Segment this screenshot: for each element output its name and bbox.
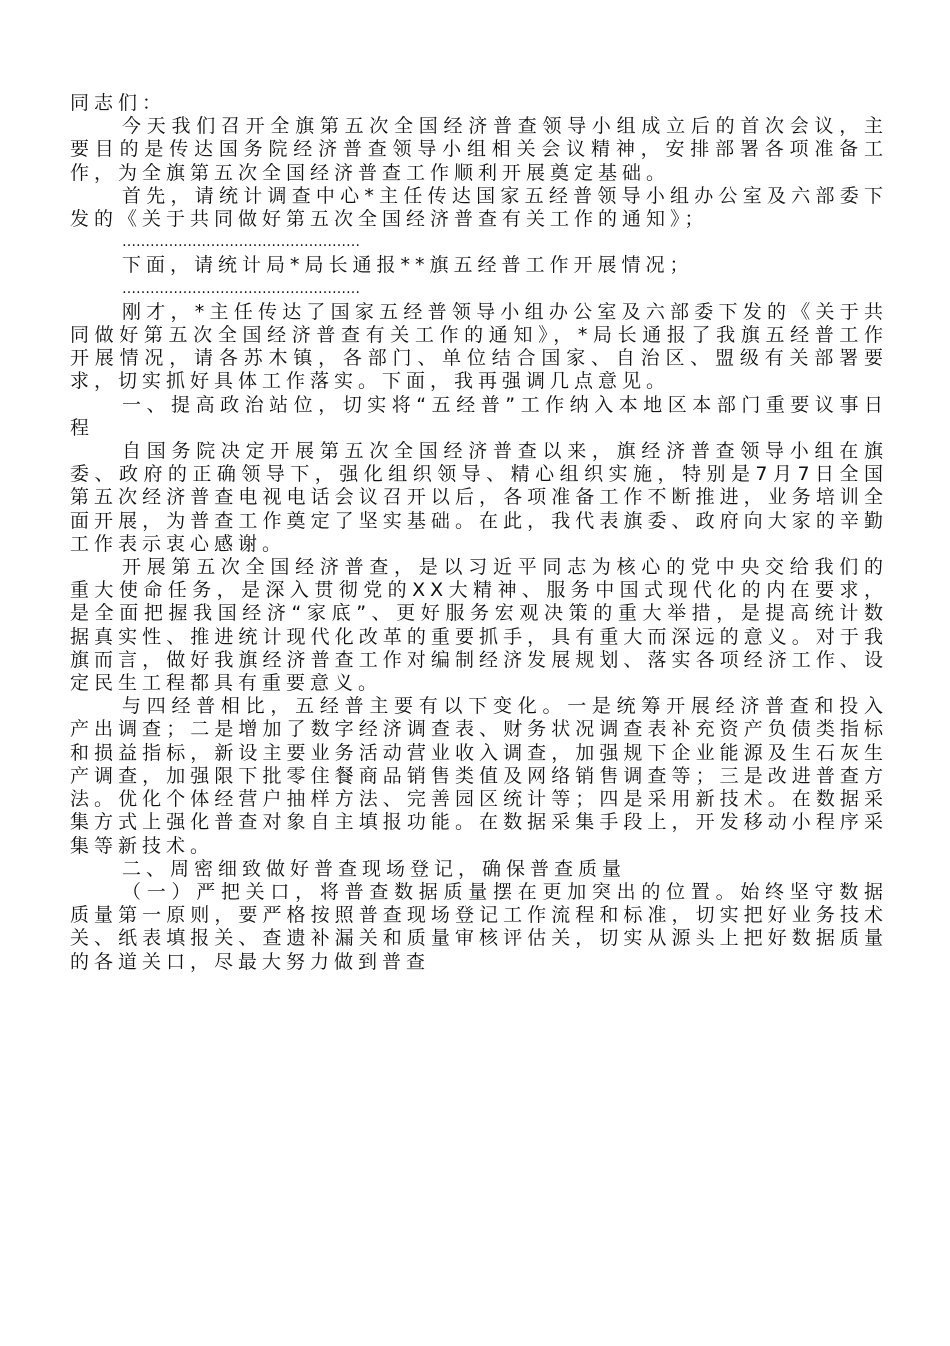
ellipsis-line: ……………………………………………: [122, 280, 360, 297]
ellipsis-line: ……………………………………………: [122, 234, 360, 251]
paragraph-quality: （一）严把关口，将普查数据质量摆在更加突出的位置。始终坚守数据质量第一原则，要严格按照普查现场登记工作流程和标准，切实把好业务技术关、纸表填报关、查遗补漏关和质量审核评估关，切实从源头上把好数据质量的各道关口，尽最大努力做到普查: [70, 880, 888, 973]
paragraph-progress: 自国务院决定开展第五次全国经济普查以来，旗经济普查领导小组在旗委、政府的正确领导下，强化组织领导、精心组织实施，特别是7月7日全国第五次经济普查电视电话会议召开以后，各项准备工作不断推进，业务培训全面开展，为普查工作奠定了坚实基础。在此，我代表旗委、政府向大家的辛勤工作表示衷心感谢。: [70, 440, 888, 555]
paragraph-opening: 今天我们召开全旗第五次全国经济普查领导小组成立后的首次会议，主要目的是传达国务院经济普查领导小组相关会议精神，安排部署各项准备工作，为全旗第五次全国经济普查工作顺利开展奠定基础。: [70, 115, 888, 184]
paragraph-summary: 刚才，*主任传达了国家五经普领导小组办公室及六部委下发的《关于共同做好第五次全国经济普查有关工作的通知》，*局长通报了我旗五经普工作开展情况，请各苏木镇，各部门、单位结合国家、自治区、盟级有关部署要求，切实抓好具体工作落实。下面，我再强调几点意见。: [70, 300, 888, 393]
paragraph-agenda-1: 首先，请统计调查中心*主任传达国家五经普领导小组办公室及六部委下发的《关于共同做好第五次全国经济普查有关工作的通知》；: [70, 184, 888, 231]
paragraph-agenda-2: 下面，请统计局*局长通报**旗五经普工作开展情况；: [122, 254, 694, 277]
paragraph-changes: 与四经普相比，五经普主要有以下变化。一是统筹开展经济普查和投入产出调查；二是增加了数字经济调查表、财务状况调查表补充资产负债类指标和损益指标，新设主要业务活动营业收入调查，加强规下企业能源及生石灰生产调查，加强限下批零住餐商品销售类值及网络销售调查等；三是改进普查方法。优化个体经营户抽样方法、完善园区统计等；四是采用新技术。在数据采集方式上强化普查对象自主填报功能。在数据采集手段上，开发移动小程序采集等新技术。: [70, 695, 888, 857]
paragraph-significance: 开展第五次全国经济普查，是以习近平同志为核心的党中央交给我们的重大使命任务，是深入贯彻党的XX大精神、服务中国式现代化的内在要求，是全面把握我国经济“家底”、更好服务宏观决策的重大举措，是提高统计数据真实性、推进统计现代化改革的重要抓手，具有重大而深远的意义。对于我旗而言，做好我旗经济普查工作对编制经济发展规划、落实各项经济工作、设定民生工程都具有重要意义。: [70, 556, 888, 695]
section-heading-2: 二、周密细致做好普查现场登记，确保普查质量: [122, 857, 627, 880]
document-page: [70, 92, 888, 974]
section-heading-1: 一、提高政治站位，切实将“五经普”工作纳入本地区本部门重要议事日程: [70, 393, 888, 439]
salutation: 同志们：: [70, 92, 167, 114]
